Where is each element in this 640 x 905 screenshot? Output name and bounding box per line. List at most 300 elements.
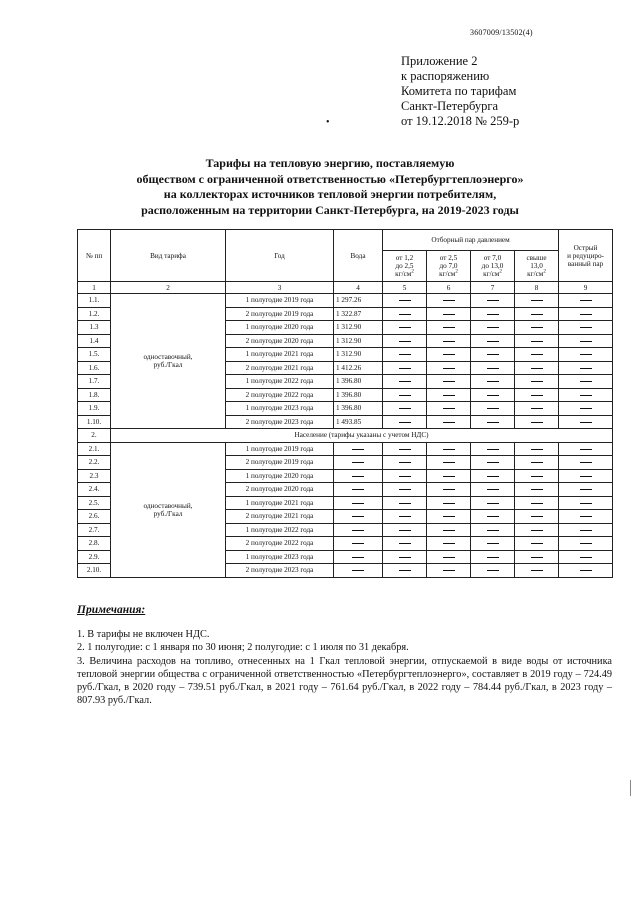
empty-value-cell bbox=[471, 361, 515, 375]
empty-value-cell bbox=[334, 483, 383, 497]
water-value-cell: 1 396.80 bbox=[334, 375, 383, 389]
section-number: 2. bbox=[78, 429, 111, 443]
water-value-cell: 1 297.26 bbox=[334, 294, 383, 308]
stray-dot-mark: • bbox=[326, 117, 330, 128]
header-text: Острый bbox=[573, 243, 598, 252]
row-number: 2.1. bbox=[78, 442, 111, 456]
empty-value-cell bbox=[471, 483, 515, 497]
column-number: 6 bbox=[427, 282, 471, 294]
column-number: 7 bbox=[471, 282, 515, 294]
header-text: 13,0 bbox=[530, 262, 543, 270]
empty-value-cell bbox=[559, 537, 613, 551]
dash-mark bbox=[443, 408, 455, 409]
period-cell: 2 полугодие 2023 года bbox=[226, 415, 334, 429]
header-text: свыше bbox=[526, 254, 547, 262]
empty-value-cell bbox=[334, 456, 383, 470]
empty-value-cell bbox=[427, 388, 471, 402]
tariff-type-text: одноставочный, bbox=[143, 501, 193, 510]
column-number: 3 bbox=[226, 282, 334, 294]
row-number: 1.5. bbox=[78, 348, 111, 362]
dash-mark bbox=[580, 503, 592, 504]
dash-mark bbox=[531, 395, 543, 396]
header-text: до 13,0 bbox=[481, 262, 504, 270]
tariff-type-cell bbox=[111, 442, 226, 577]
empty-value-cell bbox=[559, 361, 613, 375]
empty-value-cell bbox=[515, 510, 559, 524]
tariff-type-text: руб./Гкал bbox=[153, 361, 183, 369]
dash-mark bbox=[580, 530, 592, 531]
empty-value-cell bbox=[383, 456, 427, 470]
empty-value-cell bbox=[383, 307, 427, 321]
empty-value-cell bbox=[559, 523, 613, 537]
period-cell: 1 полугодие 2023 года bbox=[226, 402, 334, 416]
empty-value-cell bbox=[471, 496, 515, 510]
empty-value-cell bbox=[427, 375, 471, 389]
header-steam-2 bbox=[427, 251, 471, 282]
empty-value-cell bbox=[515, 415, 559, 429]
dash-mark bbox=[531, 557, 543, 558]
dash-mark bbox=[443, 395, 455, 396]
empty-value-cell bbox=[515, 483, 559, 497]
header-text: до 2,5 bbox=[395, 262, 414, 270]
dash-mark bbox=[580, 543, 592, 544]
period-cell: 1 полугодие 2022 года bbox=[226, 523, 334, 537]
period-cell: 2 полугодие 2021 года bbox=[226, 361, 334, 375]
dash-mark bbox=[399, 341, 411, 342]
period-cell: 1 полугодие 2023 года bbox=[226, 550, 334, 564]
empty-value-cell bbox=[383, 415, 427, 429]
header-water: Вода bbox=[334, 230, 383, 282]
empty-value-cell bbox=[471, 375, 515, 389]
empty-value-cell bbox=[515, 550, 559, 564]
empty-value-cell bbox=[427, 402, 471, 416]
empty-value-cell bbox=[559, 375, 613, 389]
header-text: ванный пар bbox=[567, 259, 604, 268]
empty-value-cell bbox=[383, 388, 427, 402]
dash-mark bbox=[399, 327, 411, 328]
empty-value-cell bbox=[515, 456, 559, 470]
row-number: 1.6. bbox=[78, 361, 111, 375]
dash-mark bbox=[531, 449, 543, 450]
dash-mark bbox=[399, 489, 411, 490]
margin-mark bbox=[630, 780, 631, 796]
column-number: 2 bbox=[111, 282, 226, 294]
row-number: 2.6. bbox=[78, 510, 111, 524]
column-number: 9 bbox=[559, 282, 613, 294]
dash-mark bbox=[352, 489, 364, 490]
empty-value-cell bbox=[383, 469, 427, 483]
appendix-line: Комитета по тарифам bbox=[401, 84, 517, 98]
dash-mark bbox=[531, 530, 543, 531]
tariff-type-text: одноставочный, bbox=[143, 353, 193, 361]
header-text: до 7,0 bbox=[439, 262, 458, 270]
empty-value-cell bbox=[427, 564, 471, 578]
header-sharp-steam bbox=[559, 230, 613, 282]
period-cell: 1 полугодие 2021 года bbox=[226, 496, 334, 510]
dash-mark bbox=[580, 489, 592, 490]
dash-mark bbox=[580, 516, 592, 517]
empty-value-cell bbox=[515, 523, 559, 537]
empty-value-cell bbox=[559, 483, 613, 497]
dash-mark bbox=[487, 557, 499, 558]
empty-value-cell bbox=[427, 510, 471, 524]
dash-mark bbox=[443, 570, 455, 571]
empty-value-cell bbox=[383, 402, 427, 416]
header-text: $кг/см^2$ bbox=[395, 269, 414, 278]
empty-value-cell bbox=[559, 442, 613, 456]
header-text: $кг/см^2$ bbox=[527, 269, 546, 278]
empty-value-cell bbox=[559, 469, 613, 483]
empty-value-cell bbox=[427, 321, 471, 335]
empty-value-cell bbox=[427, 294, 471, 308]
empty-value-cell bbox=[427, 334, 471, 348]
period-cell: 1 полугодие 2019 года bbox=[226, 294, 334, 308]
dash-mark bbox=[443, 516, 455, 517]
empty-value-cell bbox=[471, 402, 515, 416]
dash-mark bbox=[399, 395, 411, 396]
empty-value-cell bbox=[427, 483, 471, 497]
dash-mark bbox=[352, 516, 364, 517]
header-text: от 1,2 bbox=[395, 254, 414, 262]
dash-mark bbox=[443, 341, 455, 342]
table-header-row bbox=[78, 230, 613, 251]
empty-value-cell bbox=[427, 348, 471, 362]
empty-value-cell bbox=[471, 388, 515, 402]
header-text: и редуциро- bbox=[567, 251, 604, 260]
empty-value-cell bbox=[471, 348, 515, 362]
period-cell: 1 полугодие 2021 года bbox=[226, 348, 334, 362]
title-line: расположенным на территории Санкт-Петербурга, на 2019-2023 годы bbox=[141, 202, 519, 217]
dash-mark bbox=[352, 462, 364, 463]
header-text: от 2,5 bbox=[439, 254, 458, 262]
empty-value-cell bbox=[427, 307, 471, 321]
dash-mark bbox=[487, 408, 499, 409]
dash-mark bbox=[580, 314, 592, 315]
dash-mark bbox=[443, 462, 455, 463]
period-cell: 2 полугодие 2023 года bbox=[226, 564, 334, 578]
empty-value-cell bbox=[471, 321, 515, 335]
period-cell: 1 полугодие 2020 года bbox=[226, 321, 334, 335]
header-steam-4 bbox=[515, 251, 559, 282]
empty-value-cell bbox=[559, 456, 613, 470]
title-line: Тарифы на тепловую энергию, поставляемую bbox=[205, 156, 455, 170]
period-cell: 1 полугодие 2019 года bbox=[226, 442, 334, 456]
dash-mark bbox=[531, 327, 543, 328]
dash-mark bbox=[443, 543, 455, 544]
period-cell: 2 полугодие 2020 года bbox=[226, 483, 334, 497]
empty-value-cell bbox=[471, 415, 515, 429]
dash-mark bbox=[580, 462, 592, 463]
dash-mark bbox=[399, 354, 411, 355]
empty-value-cell bbox=[471, 334, 515, 348]
appendix-line: Санкт-Петербурга bbox=[401, 99, 499, 113]
water-value-cell: 1 312.90 bbox=[334, 334, 383, 348]
dash-mark bbox=[531, 314, 543, 315]
dash-mark bbox=[580, 476, 592, 477]
row-number: 2.8. bbox=[78, 537, 111, 551]
empty-value-cell bbox=[559, 348, 613, 362]
appendix-line: Приложение 2 bbox=[401, 54, 478, 68]
table-row bbox=[78, 294, 613, 308]
dash-mark bbox=[399, 300, 411, 301]
empty-value-cell bbox=[427, 415, 471, 429]
row-number: 2.7. bbox=[78, 523, 111, 537]
empty-value-cell bbox=[515, 294, 559, 308]
dash-mark bbox=[531, 462, 543, 463]
dash-mark bbox=[580, 341, 592, 342]
empty-value-cell bbox=[471, 510, 515, 524]
dash-mark bbox=[531, 381, 543, 382]
row-number: 2.2. bbox=[78, 456, 111, 470]
dash-mark bbox=[487, 395, 499, 396]
empty-value-cell bbox=[515, 375, 559, 389]
header-text: $кг/см^2$ bbox=[483, 269, 502, 278]
dash-mark bbox=[399, 543, 411, 544]
dash-mark bbox=[531, 408, 543, 409]
empty-value-cell bbox=[559, 510, 613, 524]
dash-mark bbox=[487, 341, 499, 342]
row-number: 1.8. bbox=[78, 388, 111, 402]
dash-mark bbox=[580, 570, 592, 571]
empty-value-cell bbox=[334, 523, 383, 537]
dash-mark bbox=[443, 503, 455, 504]
column-number-row bbox=[78, 282, 613, 294]
dash-mark bbox=[443, 557, 455, 558]
dash-mark bbox=[352, 530, 364, 531]
note-item: 3. Величина расходов на топливо, отнесенных на 1 Гкал тепловой энергии, отпускаемой в виде воды от источника тепловой энергии общества с ограниченной ответственностью «Петербургтеплоэнерго», составляет в 2019 году – 724.49 руб./Гкал, в 2020 году – 739.51 руб./Гкал, в 2021 году – 761.64 руб./Гкал, в 2022 году – 784.44 руб./Гкал, в 2023 году – 807.93 руб./Гкал. bbox=[77, 655, 612, 707]
document-number: 3607009/13502(4) bbox=[470, 28, 533, 37]
dash-mark bbox=[352, 449, 364, 450]
row-number: 2.4. bbox=[78, 483, 111, 497]
period-cell: 1 полугодие 2022 года bbox=[226, 375, 334, 389]
dash-mark bbox=[399, 449, 411, 450]
dash-mark bbox=[487, 314, 499, 315]
dash-mark bbox=[443, 314, 455, 315]
dash-mark bbox=[443, 354, 455, 355]
notes-block bbox=[77, 628, 612, 708]
tariff-table bbox=[77, 229, 613, 578]
water-value-cell: 1 312.90 bbox=[334, 348, 383, 362]
header-year: Год bbox=[226, 230, 334, 282]
dash-mark bbox=[531, 341, 543, 342]
note-item: 1. В тарифы не включен НДС. bbox=[77, 629, 210, 640]
empty-value-cell bbox=[383, 510, 427, 524]
dash-mark bbox=[580, 368, 592, 369]
empty-value-cell bbox=[515, 564, 559, 578]
dash-mark bbox=[487, 381, 499, 382]
dash-mark bbox=[399, 503, 411, 504]
period-cell: 1 полугодие 2020 года bbox=[226, 469, 334, 483]
header-steam-3 bbox=[471, 251, 515, 282]
dash-mark bbox=[399, 462, 411, 463]
row-number: 2.3 bbox=[78, 469, 111, 483]
notes-title: Примечания: bbox=[77, 604, 146, 616]
empty-value-cell bbox=[383, 523, 427, 537]
row-number: 2.5. bbox=[78, 496, 111, 510]
header-text: $кг/см^2$ bbox=[439, 269, 458, 278]
empty-value-cell bbox=[515, 537, 559, 551]
empty-value-cell bbox=[559, 334, 613, 348]
empty-value-cell bbox=[427, 469, 471, 483]
empty-value-cell bbox=[471, 523, 515, 537]
dash-mark bbox=[443, 489, 455, 490]
dash-mark bbox=[352, 543, 364, 544]
dash-mark bbox=[531, 422, 543, 423]
dash-mark bbox=[531, 570, 543, 571]
note-item: 2. 1 полугодие: с 1 января по 30 июня; 2 полугодие: с 1 июля по 31 декабря. bbox=[77, 642, 409, 654]
dash-mark bbox=[443, 422, 455, 423]
dash-mark bbox=[487, 489, 499, 490]
dash-mark bbox=[443, 476, 455, 477]
dash-mark bbox=[580, 422, 592, 423]
empty-value-cell bbox=[383, 564, 427, 578]
water-value-cell: 1 412.26 bbox=[334, 361, 383, 375]
dash-mark bbox=[399, 516, 411, 517]
empty-value-cell bbox=[559, 321, 613, 335]
water-value-cell: 1 312.90 bbox=[334, 321, 383, 335]
empty-value-cell bbox=[515, 361, 559, 375]
empty-value-cell bbox=[383, 550, 427, 564]
dash-mark bbox=[580, 557, 592, 558]
dash-mark bbox=[399, 408, 411, 409]
dash-mark bbox=[399, 314, 411, 315]
empty-value-cell bbox=[515, 321, 559, 335]
empty-value-cell bbox=[383, 496, 427, 510]
water-value-cell: 1 493.85 bbox=[334, 415, 383, 429]
header-text: от 7,0 bbox=[483, 254, 502, 262]
water-value-cell: 1 322.87 bbox=[334, 307, 383, 321]
title-line: на коллекторах источников тепловой энергии потребителям, bbox=[163, 187, 497, 201]
dash-mark bbox=[531, 476, 543, 477]
row-number: 1.10. bbox=[78, 415, 111, 429]
dash-mark bbox=[580, 327, 592, 328]
header-num: № пп bbox=[78, 230, 111, 282]
empty-value-cell bbox=[471, 537, 515, 551]
water-value-cell: 1 396.80 bbox=[334, 402, 383, 416]
row-number: 1.7. bbox=[78, 375, 111, 389]
tariff-type-cell bbox=[111, 294, 226, 429]
dash-mark bbox=[399, 422, 411, 423]
dash-mark bbox=[580, 354, 592, 355]
empty-value-cell bbox=[559, 564, 613, 578]
dash-mark bbox=[352, 503, 364, 504]
dash-mark bbox=[352, 557, 364, 558]
empty-value-cell bbox=[334, 510, 383, 524]
period-cell: 2 полугодие 2022 года bbox=[226, 537, 334, 551]
dash-mark bbox=[487, 422, 499, 423]
empty-value-cell bbox=[515, 442, 559, 456]
document-title bbox=[60, 156, 600, 218]
section-row bbox=[78, 429, 613, 443]
dash-mark bbox=[487, 476, 499, 477]
empty-value-cell bbox=[471, 294, 515, 308]
dash-mark bbox=[531, 354, 543, 355]
empty-value-cell bbox=[427, 550, 471, 564]
empty-value-cell bbox=[334, 442, 383, 456]
appendix-block bbox=[401, 54, 519, 129]
empty-value-cell bbox=[383, 483, 427, 497]
row-number: 1.9. bbox=[78, 402, 111, 416]
dash-mark bbox=[487, 570, 499, 571]
empty-value-cell bbox=[334, 496, 383, 510]
dash-mark bbox=[531, 503, 543, 504]
period-cell: 2 полугодие 2020 года bbox=[226, 334, 334, 348]
dash-mark bbox=[580, 381, 592, 382]
empty-value-cell bbox=[515, 402, 559, 416]
empty-value-cell bbox=[334, 469, 383, 483]
dash-mark bbox=[580, 449, 592, 450]
empty-value-cell bbox=[515, 348, 559, 362]
empty-value-cell bbox=[515, 469, 559, 483]
dash-mark bbox=[443, 381, 455, 382]
empty-value-cell bbox=[559, 415, 613, 429]
dash-mark bbox=[580, 395, 592, 396]
dash-mark bbox=[487, 300, 499, 301]
column-number: 4 bbox=[334, 282, 383, 294]
dash-mark bbox=[399, 530, 411, 531]
period-cell: 2 полугодие 2019 года bbox=[226, 307, 334, 321]
empty-value-cell bbox=[334, 550, 383, 564]
section-label: Население (тарифы указаны с учетом НДС) bbox=[111, 429, 613, 443]
row-number: 2.10. bbox=[78, 564, 111, 578]
dash-mark bbox=[443, 530, 455, 531]
dash-mark bbox=[487, 516, 499, 517]
dash-mark bbox=[531, 489, 543, 490]
empty-value-cell bbox=[471, 550, 515, 564]
dash-mark bbox=[487, 530, 499, 531]
dash-mark bbox=[443, 300, 455, 301]
empty-value-cell bbox=[515, 334, 559, 348]
empty-value-cell bbox=[559, 496, 613, 510]
dash-mark bbox=[399, 381, 411, 382]
dash-mark bbox=[531, 543, 543, 544]
empty-value-cell bbox=[383, 348, 427, 362]
empty-value-cell bbox=[559, 307, 613, 321]
empty-value-cell bbox=[427, 537, 471, 551]
water-value-cell: 1 396.80 bbox=[334, 388, 383, 402]
dash-mark bbox=[531, 368, 543, 369]
appendix-line: от 19.12.2018 № 259-р bbox=[401, 114, 520, 128]
tariff-type-text: руб./Гкал bbox=[153, 509, 183, 518]
empty-value-cell bbox=[471, 469, 515, 483]
empty-value-cell bbox=[383, 375, 427, 389]
empty-value-cell bbox=[515, 307, 559, 321]
appendix-line: к распоряжению bbox=[401, 69, 490, 83]
header-type: Вид тарифа bbox=[111, 230, 226, 282]
empty-value-cell bbox=[559, 388, 613, 402]
dash-mark bbox=[580, 408, 592, 409]
empty-value-cell bbox=[427, 496, 471, 510]
row-number: 1.3 bbox=[78, 321, 111, 335]
empty-value-cell bbox=[471, 456, 515, 470]
dash-mark bbox=[487, 368, 499, 369]
dash-mark bbox=[352, 476, 364, 477]
empty-value-cell bbox=[471, 564, 515, 578]
header-steam-group: Отборный пар давлением bbox=[383, 230, 559, 251]
empty-value-cell bbox=[471, 442, 515, 456]
empty-value-cell bbox=[334, 564, 383, 578]
empty-value-cell bbox=[515, 496, 559, 510]
column-number: 1 bbox=[78, 282, 111, 294]
dash-mark bbox=[580, 300, 592, 301]
column-number: 5 bbox=[383, 282, 427, 294]
dash-mark bbox=[443, 327, 455, 328]
empty-value-cell bbox=[559, 294, 613, 308]
empty-value-cell bbox=[383, 537, 427, 551]
empty-value-cell bbox=[383, 361, 427, 375]
empty-value-cell bbox=[427, 523, 471, 537]
dash-mark bbox=[531, 516, 543, 517]
